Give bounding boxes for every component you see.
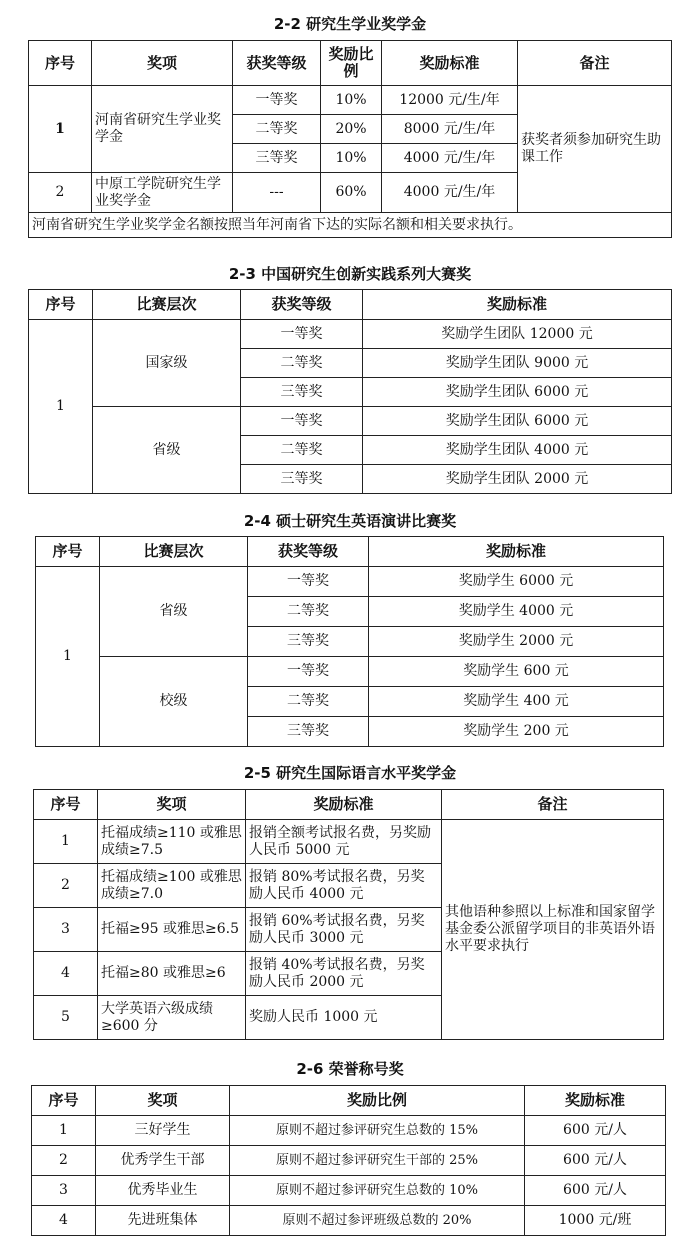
- award-standard: 报销 40%考试报名费，另奖励人民币 2000 元: [246, 952, 442, 996]
- award-standard: 奖励学生 4000 元: [369, 597, 664, 627]
- col-header: 序号: [34, 790, 98, 820]
- award-ratio: 原则不超过参评研究生干部的 25%: [230, 1146, 525, 1176]
- row-number: 4: [34, 952, 98, 996]
- language-scholarship-table: [33, 789, 664, 1040]
- contest-level: 国家级: [93, 320, 241, 407]
- innovation-contest-table: [28, 289, 672, 494]
- col-header: 奖励标准: [246, 790, 442, 820]
- row-number: 1: [36, 567, 100, 747]
- col-header: 奖项: [98, 790, 246, 820]
- award-item: 大学英语六级成绩≥600 分: [98, 996, 246, 1040]
- award-standard: 奖励学生 2000 元: [369, 627, 664, 657]
- col-header: 奖励标准: [525, 1086, 666, 1116]
- award-standard: 奖励学生团队 6000 元: [363, 378, 672, 407]
- award-grade: 二等奖: [241, 349, 363, 378]
- award-item: 先进班集体: [96, 1206, 230, 1236]
- award-standard: 奖励学生团队 12000 元: [363, 320, 672, 349]
- remark-cell: 获奖者须参加研究生助课工作: [518, 86, 672, 213]
- contest-level: 校级: [100, 657, 248, 747]
- section-title-2-4: 2-4 硕士研究生英语演讲比赛奖: [243, 512, 457, 530]
- award-standard: 奖励学生团队 2000 元: [363, 465, 672, 494]
- col-header: 序号: [32, 1086, 96, 1116]
- section-title-2-2: 2-2 研究生学业奖学金: [273, 15, 427, 33]
- academic-scholarship-table: [28, 40, 672, 238]
- award-ratio: 20%: [321, 115, 382, 144]
- row-number: 1: [29, 320, 93, 494]
- award-grade: 三等奖: [241, 465, 363, 494]
- section-title-2-3: 2-3 中国研究生创新实践系列大赛奖: [228, 265, 472, 283]
- award-item: 优秀学生干部: [96, 1146, 230, 1176]
- honor-title-table: [31, 1085, 666, 1236]
- award-grade: 一等奖: [248, 567, 369, 597]
- award-standard: 8000 元/生/年: [382, 115, 518, 144]
- col-header: 奖励标准: [369, 537, 664, 567]
- award-standard: 奖励学生 400 元: [369, 687, 664, 717]
- row-number: 2: [29, 173, 92, 213]
- col-header: 序号: [36, 537, 100, 567]
- section-title-2-6: 2-6 荣誉称号奖: [296, 1060, 404, 1078]
- contest-level: 省级: [100, 567, 248, 657]
- award-standard: 600 元/人: [525, 1116, 666, 1146]
- col-header: 备注: [442, 790, 664, 820]
- award-standard: 报销 80%考试报名费，另奖励人民币 4000 元: [246, 864, 442, 908]
- award-grade: 一等奖: [248, 657, 369, 687]
- col-header: 比赛层次: [100, 537, 248, 567]
- col-header: 奖励比例: [230, 1086, 525, 1116]
- award-item: 托福≥80 或雅思≥6: [98, 952, 246, 996]
- award-ratio: 60%: [321, 173, 382, 213]
- award-grade: 一等奖: [241, 407, 363, 436]
- row-number: 5: [34, 996, 98, 1040]
- award-grade: 二等奖: [241, 436, 363, 465]
- award-level: ---: [233, 173, 321, 213]
- award-ratio: 10%: [321, 144, 382, 173]
- col-header: 奖项: [92, 41, 233, 86]
- award-grade: 二等奖: [248, 597, 369, 627]
- col-header: 奖励标准: [382, 41, 518, 86]
- section-title-2-5: 2-5 研究生国际语言水平奖学金: [243, 764, 457, 782]
- award-ratio: 原则不超过参评班级总数的 20%: [230, 1206, 525, 1236]
- award-item: 托福成绩≥110 或雅思成绩≥7.5: [98, 820, 246, 864]
- award-level: 三等奖: [233, 144, 321, 173]
- award-grade: 一等奖: [241, 320, 363, 349]
- row-number: 1: [29, 86, 92, 173]
- award-standard: 奖励学生 600 元: [369, 657, 664, 687]
- col-header: 序号: [29, 41, 92, 86]
- award-standard: 4000 元/生/年: [382, 173, 518, 213]
- row-number: 1: [32, 1116, 96, 1146]
- award-item: 优秀毕业生: [96, 1176, 230, 1206]
- row-number: 4: [32, 1206, 96, 1236]
- award-standard: 奖励学生团队 6000 元: [363, 407, 672, 436]
- col-header: 备注: [518, 41, 672, 86]
- award-ratio: 原则不超过参评研究生总数的 15%: [230, 1116, 525, 1146]
- row-number: 2: [34, 864, 98, 908]
- award-grade: 二等奖: [248, 687, 369, 717]
- col-header: 奖励标准: [363, 290, 672, 320]
- table-footnote: 河南省研究生学业奖学金名额按照当年河南省下达的实际名额和相关要求执行。: [29, 213, 672, 238]
- award-standard: 奖励学生团队 9000 元: [363, 349, 672, 378]
- col-header: 序号: [29, 290, 93, 320]
- remark-cell: 其他语种参照以上标准和国家留学基金委公派留学项目的非英语外语水平要求执行: [442, 820, 664, 1040]
- row-number: 1: [34, 820, 98, 864]
- col-header: 获奖等级: [233, 41, 321, 86]
- award-standard: 奖励学生团队 4000 元: [363, 436, 672, 465]
- award-ratio: 10%: [321, 86, 382, 115]
- award-item: 托福成绩≥100 或雅思成绩≥7.0: [98, 864, 246, 908]
- contest-level: 省级: [93, 407, 241, 494]
- award-level: 一等奖: [233, 86, 321, 115]
- col-header: 奖励比例: [321, 41, 382, 86]
- award-standard: 奖励学生 6000 元: [369, 567, 664, 597]
- col-header: 比赛层次: [93, 290, 241, 320]
- award-standard: 报销全额考试报名费，另奖励人民币 5000 元: [246, 820, 442, 864]
- col-header: 获奖等级: [248, 537, 369, 567]
- award-name: 中原工学院研究生学业奖学金: [92, 173, 233, 213]
- award-item: 三好学生: [96, 1116, 230, 1146]
- col-header: 获奖等级: [241, 290, 363, 320]
- award-item: 托福≥95 或雅思≥6.5: [98, 908, 246, 952]
- award-name: 河南省研究生学业奖学金: [92, 86, 233, 173]
- award-standard: 1000 元/班: [525, 1206, 666, 1236]
- row-number: 3: [34, 908, 98, 952]
- award-standard: 4000 元/生/年: [382, 144, 518, 173]
- award-grade: 三等奖: [241, 378, 363, 407]
- award-standard: 报销 60%考试报名费，另奖励人民币 3000 元: [246, 908, 442, 952]
- award-level: 二等奖: [233, 115, 321, 144]
- award-standard: 600 元/人: [525, 1146, 666, 1176]
- award-standard: 12000 元/生/年: [382, 86, 518, 115]
- award-grade: 三等奖: [248, 717, 369, 747]
- row-number: 2: [32, 1146, 96, 1176]
- award-ratio: 原则不超过参评研究生总数的 10%: [230, 1176, 525, 1206]
- award-standard: 奖励人民币 1000 元: [246, 996, 442, 1040]
- english-speech-table: [35, 536, 664, 747]
- col-header: 奖项: [96, 1086, 230, 1116]
- row-number: 3: [32, 1176, 96, 1206]
- award-standard: 奖励学生 200 元: [369, 717, 664, 747]
- award-standard: 600 元/人: [525, 1176, 666, 1206]
- award-grade: 三等奖: [248, 627, 369, 657]
